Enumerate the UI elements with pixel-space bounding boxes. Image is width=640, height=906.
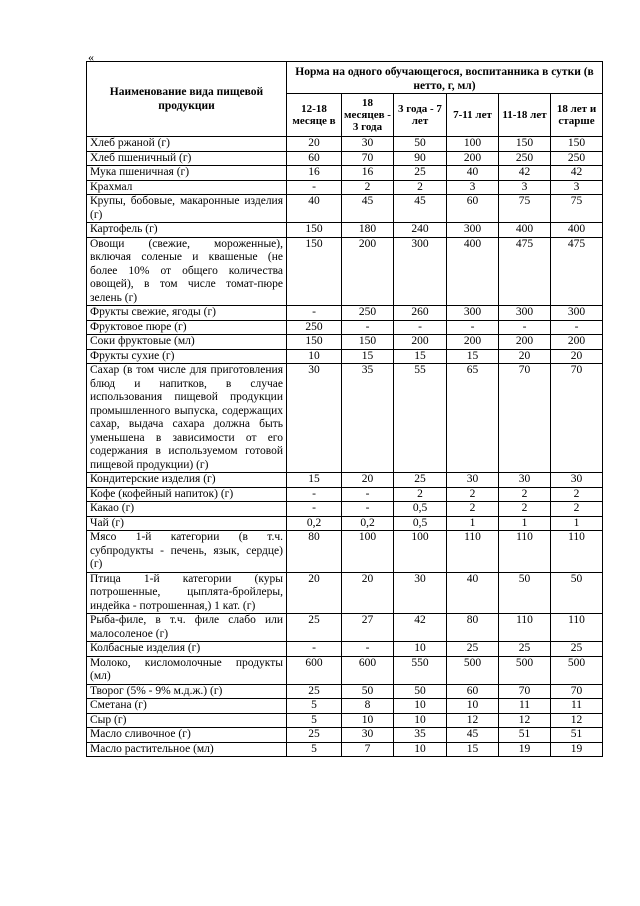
norm-value-cell: 25 [499,642,551,657]
norm-value-cell: 19 [499,742,551,757]
table-row [87,502,603,517]
norm-value-cell: 300 [447,306,499,321]
norm-value-cell: 35 [342,364,394,473]
norm-value-cell: 400 [499,223,551,238]
product-name-cell: Крахмал [87,180,287,195]
norm-value-cell: 50 [394,684,447,699]
norm-value-cell: 10 [447,699,499,714]
table-row [87,614,603,642]
norm-value-cell: - [287,180,342,195]
norm-value-cell: 150 [499,137,551,152]
norm-value-cell: 40 [447,572,499,614]
table-row [87,728,603,743]
norm-value-cell: 110 [551,614,603,642]
table-body [87,137,603,757]
norm-value-cell: 30 [499,473,551,488]
norm-value-cell: 10 [342,713,394,728]
norm-value-cell: 30 [394,572,447,614]
norm-value-cell: 20 [551,349,603,364]
norm-value-cell: 7 [342,742,394,757]
age-header-12-18-months: 12-18 месяце в [287,94,342,137]
table-row [87,237,603,306]
product-name-cell: Хлеб ржаной (г) [87,137,287,152]
table-row [87,699,603,714]
norm-value-cell: 8 [342,699,394,714]
table-row [87,195,603,223]
norm-value-cell: - [342,642,394,657]
norm-value-cell: 0,2 [342,516,394,531]
norm-value-cell: 2 [342,180,394,195]
product-name-cell: Масло растительное (мл) [87,742,287,757]
norm-value-cell: - [499,320,551,335]
product-name-cell: Картофель (г) [87,223,287,238]
norm-value-cell: 35 [394,728,447,743]
norm-value-cell: 110 [499,531,551,573]
norm-value-cell: 25 [551,642,603,657]
norm-value-cell: 11 [551,699,603,714]
table-row [87,151,603,166]
norm-value-cell: 0,5 [394,516,447,531]
norm-value-cell: - [287,642,342,657]
norm-value-cell: 12 [499,713,551,728]
norm-value-cell: 42 [394,614,447,642]
norm-value-cell: 20 [287,572,342,614]
norm-value-cell: 400 [551,223,603,238]
norm-value-cell: 25 [394,473,447,488]
table-row [87,473,603,488]
norm-value-cell: 20 [342,473,394,488]
product-name-cell: Фрукты сухие (г) [87,349,287,364]
norm-value-cell: 100 [342,531,394,573]
norm-value-cell: 10 [394,713,447,728]
product-name-cell: Соки фруктовые (мл) [87,335,287,350]
age-header-11-18-years: 11-18 лет [499,94,551,137]
norm-value-cell: 400 [447,237,499,306]
norm-value-cell: 25 [287,728,342,743]
age-header-18-plus: 18 лет и старше [551,94,603,137]
norm-value-cell: 40 [287,195,342,223]
product-name-cell: Мука пшеничная (г) [87,166,287,181]
norm-value-cell: 12 [447,713,499,728]
norm-value-cell: 10 [394,699,447,714]
norm-value-cell: 2 [447,487,499,502]
norm-value-cell: - [394,320,447,335]
opening-quote-mark: « [88,50,94,64]
norm-value-cell: 51 [499,728,551,743]
norm-value-cell: 475 [499,237,551,306]
table-row [87,531,603,573]
norm-value-cell: 260 [394,306,447,321]
norm-value-cell: 2 [394,487,447,502]
norm-value-cell: 70 [499,364,551,473]
norm-value-cell: 100 [394,531,447,573]
norm-value-cell: 25 [287,684,342,699]
norm-value-cell: 2 [499,502,551,517]
table-row [87,335,603,350]
norm-value-cell: 20 [287,137,342,152]
norm-value-cell: 110 [551,531,603,573]
norm-value-cell: 550 [394,656,447,684]
product-name-cell: Крупы, бобовые, макаронные изделия (г) [87,195,287,223]
norm-value-cell: 2 [499,487,551,502]
norm-value-cell: 150 [287,335,342,350]
norm-value-cell: 75 [499,195,551,223]
norm-value-cell: 10 [287,349,342,364]
norm-value-cell: 25 [287,614,342,642]
norm-value-cell: 150 [551,137,603,152]
norm-value-cell: 150 [287,237,342,306]
norm-value-cell: 65 [447,364,499,473]
norm-value-cell: - [342,502,394,517]
norm-value-cell: 75 [551,195,603,223]
product-name-cell: Колбасные изделия (г) [87,642,287,657]
norm-value-cell: 15 [342,349,394,364]
product-name-cell: Кофе (кофейный напиток) (г) [87,487,287,502]
norm-value-cell: 10 [394,642,447,657]
norm-value-cell: 70 [342,151,394,166]
table-row [87,516,603,531]
norm-value-cell: 50 [499,572,551,614]
norm-value-cell: 30 [342,728,394,743]
norm-value-cell: 110 [499,614,551,642]
norm-value-cell: 110 [447,531,499,573]
norm-value-cell: 27 [342,614,394,642]
norm-value-cell: 55 [394,364,447,473]
norm-value-cell: 60 [287,151,342,166]
norm-value-cell: 200 [447,335,499,350]
product-name-cell: Сметана (г) [87,699,287,714]
table-row [87,487,603,502]
norm-value-cell: - [342,320,394,335]
table-row [87,713,603,728]
table-row [87,349,603,364]
norm-value-cell: 16 [342,166,394,181]
product-name-cell: Кондитерские изделия (г) [87,473,287,488]
norm-value-cell: 3 [551,180,603,195]
product-name-cell: Сыр (г) [87,713,287,728]
age-header-3-7-years: 3 года - 7 лет [394,94,447,137]
product-name-cell: Овощи (свежие, мороженные), включая соленые и квашеные (не более 10% от общего количества овощей), в том числе томат-пюре зелень (г) [87,237,287,306]
norm-value-cell: - [551,320,603,335]
table-row [87,166,603,181]
product-name-cell: Творог (5% - 9% м.д.ж.) (г) [87,684,287,699]
norm-value-cell: 19 [551,742,603,757]
norm-value-cell: 70 [551,364,603,473]
norm-value-cell: 30 [342,137,394,152]
norm-value-cell: 16 [287,166,342,181]
norm-value-cell: 300 [551,306,603,321]
norm-value-cell: 475 [551,237,603,306]
norm-value-cell: 0,5 [394,502,447,517]
norm-value-cell: 15 [447,349,499,364]
table-row [87,656,603,684]
norm-value-cell: 100 [447,137,499,152]
table-row [87,364,603,473]
table-row [87,742,603,757]
table-row [87,180,603,195]
norm-value-cell: 20 [342,572,394,614]
product-name-cell: Масло сливочное (г) [87,728,287,743]
table-row [87,642,603,657]
norm-value-cell: 45 [394,195,447,223]
norm-value-cell: 30 [287,364,342,473]
age-header-18-months-3-years: 18 месяцев - 3 года [342,94,394,137]
product-name-cell: Чай (г) [87,516,287,531]
norm-value-cell: 1 [551,516,603,531]
product-name-cell: Птица 1-й категории (куры потрошенные, цыплята-бройлеры, индейка - потрошенная,) 1 кат. (г) [87,572,287,614]
norm-value-cell: 25 [394,166,447,181]
norm-value-cell: 250 [551,151,603,166]
table-row [87,572,603,614]
norm-value-cell: 1 [499,516,551,531]
norm-value-cell: 60 [447,684,499,699]
norm-value-cell: 0,2 [287,516,342,531]
product-name-cell: Молоко, кисломолочные продукты (мл) [87,656,287,684]
norm-value-cell: 500 [551,656,603,684]
norm-value-cell: 42 [499,166,551,181]
norm-value-cell: 15 [394,349,447,364]
table-row [87,320,603,335]
norm-value-cell: 12 [551,713,603,728]
norm-value-cell: 30 [551,473,603,488]
product-name-cell: Мясо 1-й категории (в т.ч. субпродукты - печень, язык, сердце) (г) [87,531,287,573]
product-name-header: Наименование вида пищевой продукции [87,62,287,137]
norm-value-cell: 1 [447,516,499,531]
norm-value-cell: 200 [499,335,551,350]
norm-value-cell: 42 [551,166,603,181]
product-name-cell: Рыба-филе, в т.ч. филе слабо или малосоленое (г) [87,614,287,642]
norm-value-cell: 90 [394,151,447,166]
norm-value-cell: 30 [447,473,499,488]
norm-value-cell: 10 [394,742,447,757]
norm-value-cell: 150 [342,335,394,350]
norm-value-cell: - [287,306,342,321]
norm-value-cell: 5 [287,742,342,757]
norm-value-cell: - [287,502,342,517]
norm-value-cell: 2 [551,502,603,517]
norm-value-cell: 70 [551,684,603,699]
norm-value-cell: 500 [499,656,551,684]
norm-value-cell: 40 [447,166,499,181]
norm-value-cell: - [447,320,499,335]
norm-value-cell: 80 [447,614,499,642]
norm-value-cell: 150 [287,223,342,238]
norm-value-cell: 20 [499,349,551,364]
norm-value-cell: 70 [499,684,551,699]
norm-value-cell: 15 [287,473,342,488]
product-name-cell: Сахар (в том числе для приготовления блюд и напитков, в случае использования пищевой продукции промышленного выпуска, содержащих сахар, выдача сахара должна быть уменьшена в зависимости от его содержания в используемом готовой пищевой продукции) (г) [87,364,287,473]
norm-value-cell: 300 [447,223,499,238]
product-name-cell: Фрукты свежие, ягоды (г) [87,306,287,321]
food-norms-table [86,61,603,757]
norm-value-cell: 2 [394,180,447,195]
norm-value-cell: 250 [499,151,551,166]
norm-value-cell: 5 [287,713,342,728]
norm-value-cell: 200 [342,237,394,306]
norm-value-cell: 200 [551,335,603,350]
norm-value-cell: 15 [447,742,499,757]
norm-value-cell: 2 [447,502,499,517]
norm-value-cell: 600 [342,656,394,684]
norm-value-cell: 200 [447,151,499,166]
norm-value-cell: - [287,487,342,502]
norm-value-cell: 300 [394,237,447,306]
norm-value-cell: 250 [342,306,394,321]
product-name-cell: Фруктовое пюре (г) [87,320,287,335]
norm-value-cell: 80 [287,531,342,573]
norm-value-cell: 3 [447,180,499,195]
norm-value-cell: 5 [287,699,342,714]
norm-value-cell: 50 [342,684,394,699]
norm-value-cell: 50 [394,137,447,152]
norm-value-cell: 300 [499,306,551,321]
norm-value-cell: 240 [394,223,447,238]
table-row [87,223,603,238]
norm-value-cell: 50 [551,572,603,614]
table-row [87,306,603,321]
product-name-cell: Какао (г) [87,502,287,517]
norm-value-cell: 45 [342,195,394,223]
header-row-1 [87,62,603,94]
product-name-cell: Хлеб пшеничный (г) [87,151,287,166]
norm-value-cell: 51 [551,728,603,743]
norm-value-cell: 500 [447,656,499,684]
norm-value-cell: 25 [447,642,499,657]
age-header-7-11-years: 7-11 лет [447,94,499,137]
norm-value-cell: 600 [287,656,342,684]
norm-value-cell: 2 [551,487,603,502]
norm-value-cell: 180 [342,223,394,238]
norm-value-cell: 250 [287,320,342,335]
norm-value-cell: 3 [499,180,551,195]
norm-value-cell: 200 [394,335,447,350]
table-row [87,684,603,699]
norm-value-cell: 11 [499,699,551,714]
norm-header: Норма на одного обучающегося, воспитанника в сутки (в нетто, г, мл) [287,62,603,94]
norm-value-cell: 45 [447,728,499,743]
table-row [87,137,603,152]
norm-value-cell: 60 [447,195,499,223]
norm-value-cell: - [342,487,394,502]
